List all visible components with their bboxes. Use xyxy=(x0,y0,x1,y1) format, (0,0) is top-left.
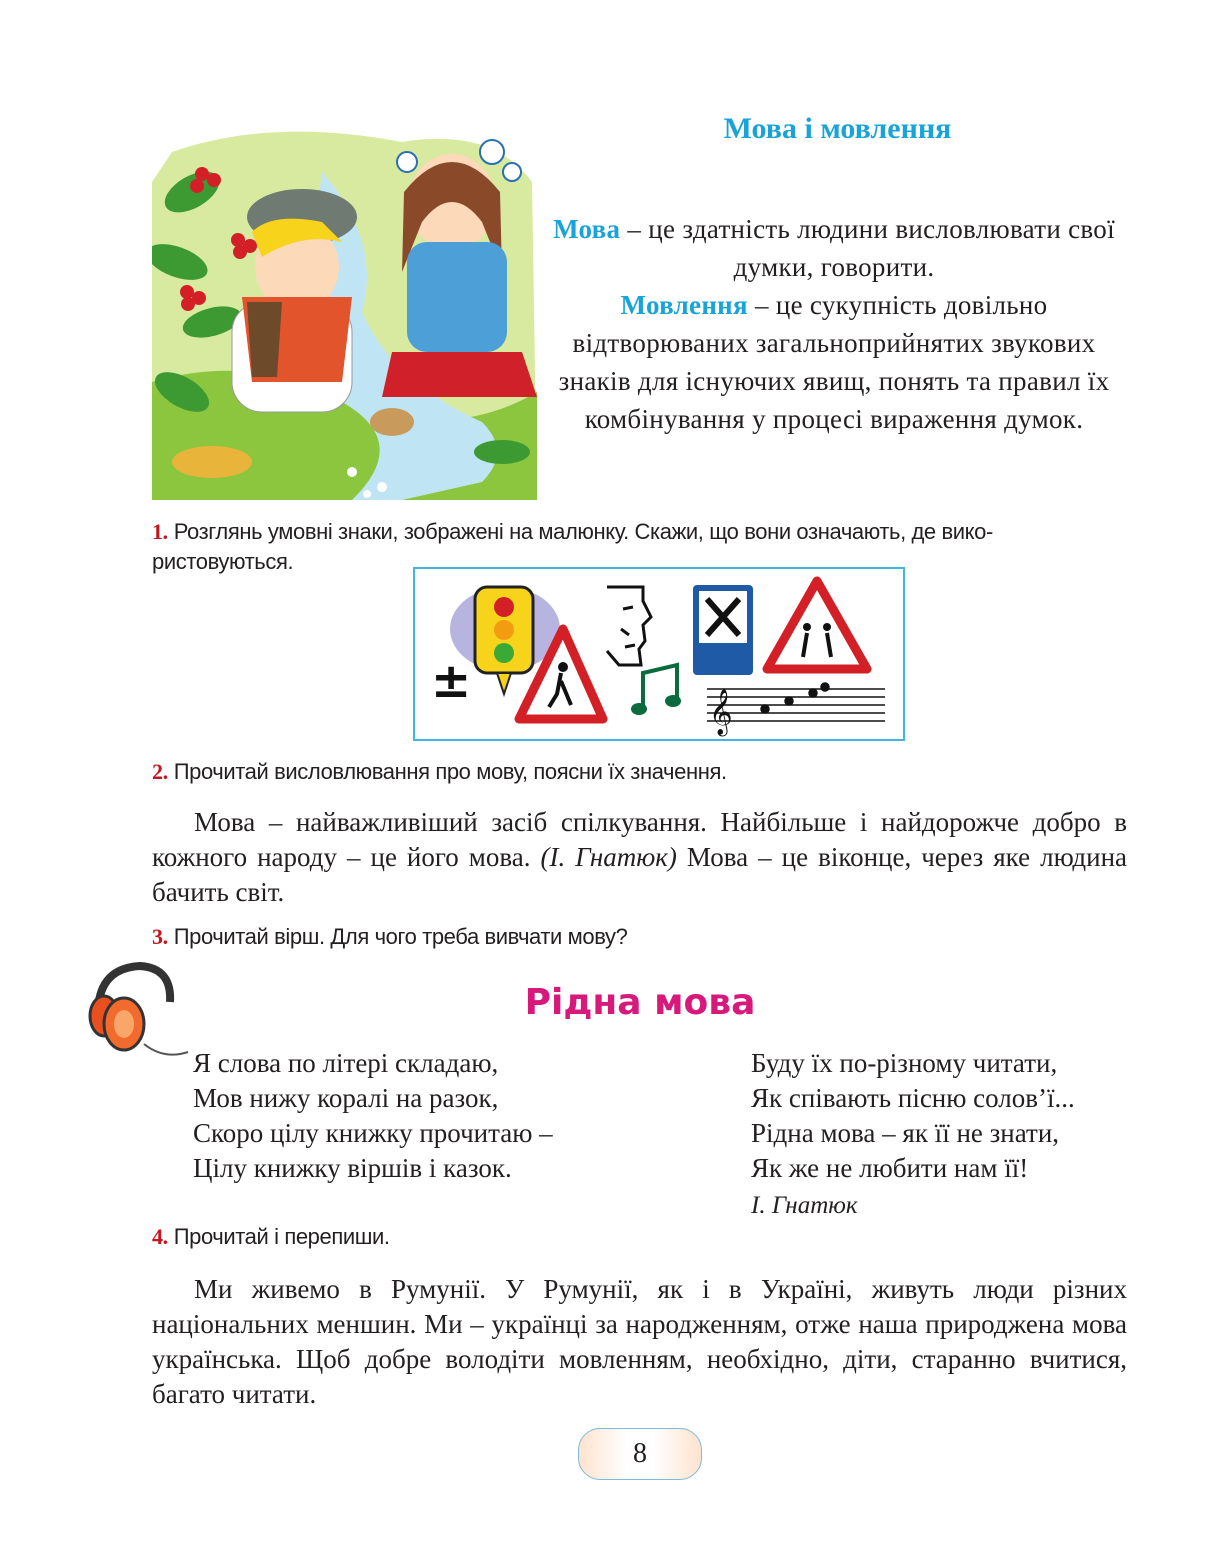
task-text: Прочитай вірш. Для чого треба вивчати мову? xyxy=(173,924,628,949)
poem-line: Як співають пісню солов’ї... xyxy=(751,1083,1075,1113)
svg-text:±: ± xyxy=(431,653,472,709)
plus-minus-icon xyxy=(431,653,471,709)
poem-stanza-right xyxy=(751,1046,1075,1223)
restaurant-sign-icon xyxy=(693,585,753,675)
headphones-icon xyxy=(80,960,190,1060)
music-note-icon xyxy=(631,665,681,715)
lesson-title: Мова і мовлення xyxy=(723,112,952,145)
poem-line: Рідна мова – як її не знати, xyxy=(751,1118,1060,1148)
children-illustration xyxy=(152,122,540,500)
children-crossing-sign-icon xyxy=(767,581,867,669)
conventional-signs-picture xyxy=(413,567,905,741)
task-number: 3. xyxy=(152,924,168,949)
svg-text:𝄞: 𝄞 xyxy=(709,689,733,735)
poem-line: Скоро цілу книжку прочитаю – xyxy=(193,1118,553,1148)
definition-text-movlennia: – це сукупність довільно відтворюваних загальноприйнятих звукових знаків для існуючих явищ, понять та правил їх комбінування у процесі вираження думок. xyxy=(558,290,1110,434)
task-number: 2. xyxy=(152,759,168,784)
face-profile-icon xyxy=(607,587,651,665)
traffic-light-icon xyxy=(475,587,533,694)
task-3 xyxy=(152,922,1132,952)
poem-line: Як же не любити нам її! xyxy=(751,1153,1029,1183)
poem-title: Рідна мова xyxy=(524,982,756,1023)
final-paragraph: Ми живемо в Румунії. У Румунії, як і в Україні, живуть люди різних національних меншин. Ми – українці за народженням, отже наша природжена мова українська. Щоб добре володіти мовленням, необхідно, діти, старанно вчитися, багато читати. xyxy=(152,1274,1127,1409)
poem-stanza-left xyxy=(193,1046,553,1186)
definition-term-movlennia: Мовлення xyxy=(620,290,748,320)
task-4 xyxy=(152,1222,1132,1252)
definitions xyxy=(548,210,1120,438)
definition-term-mova: Мова xyxy=(553,214,621,244)
poem-line: Буду їх по-різному читати, xyxy=(751,1048,1058,1078)
task-number: 1. xyxy=(152,519,168,544)
quote-text-after: Мова – це віконце, через яке людина бачить світ. xyxy=(152,842,1128,907)
poem-line: Мов нижу коралі на разок, xyxy=(193,1083,499,1113)
task-text: Прочитай і перепиши. xyxy=(173,1224,390,1249)
poem-line: Я слова по літері складаю, xyxy=(193,1048,499,1078)
quote-text: Мова – найважливіший засіб спілкування. Найбільше і найдорожче добро в кожного народу – це його мова. xyxy=(152,807,1127,872)
music-staff-icon xyxy=(707,683,885,721)
task-text: Розглянь умовні знаки, зображені на малюнку. Скажи, що вони означають, де вико-ристовуються. xyxy=(152,519,993,574)
poem-author: І. Гнатюк xyxy=(751,1192,858,1219)
task-number: 4. xyxy=(152,1224,168,1249)
definition-text-mova: – це здатність людини висловлювати свої думки, говорити. xyxy=(620,214,1115,282)
quote-paragraph xyxy=(152,805,1127,910)
quote-citation: (І. Гнатюк) xyxy=(540,842,677,872)
task-2 xyxy=(152,757,1132,787)
task-text: Прочитай висловлювання про мову, поясни їх значення. xyxy=(173,759,727,784)
page-number: 8 xyxy=(578,1428,702,1480)
poem-line: Цілу книжку віршів і казок. xyxy=(193,1153,512,1183)
